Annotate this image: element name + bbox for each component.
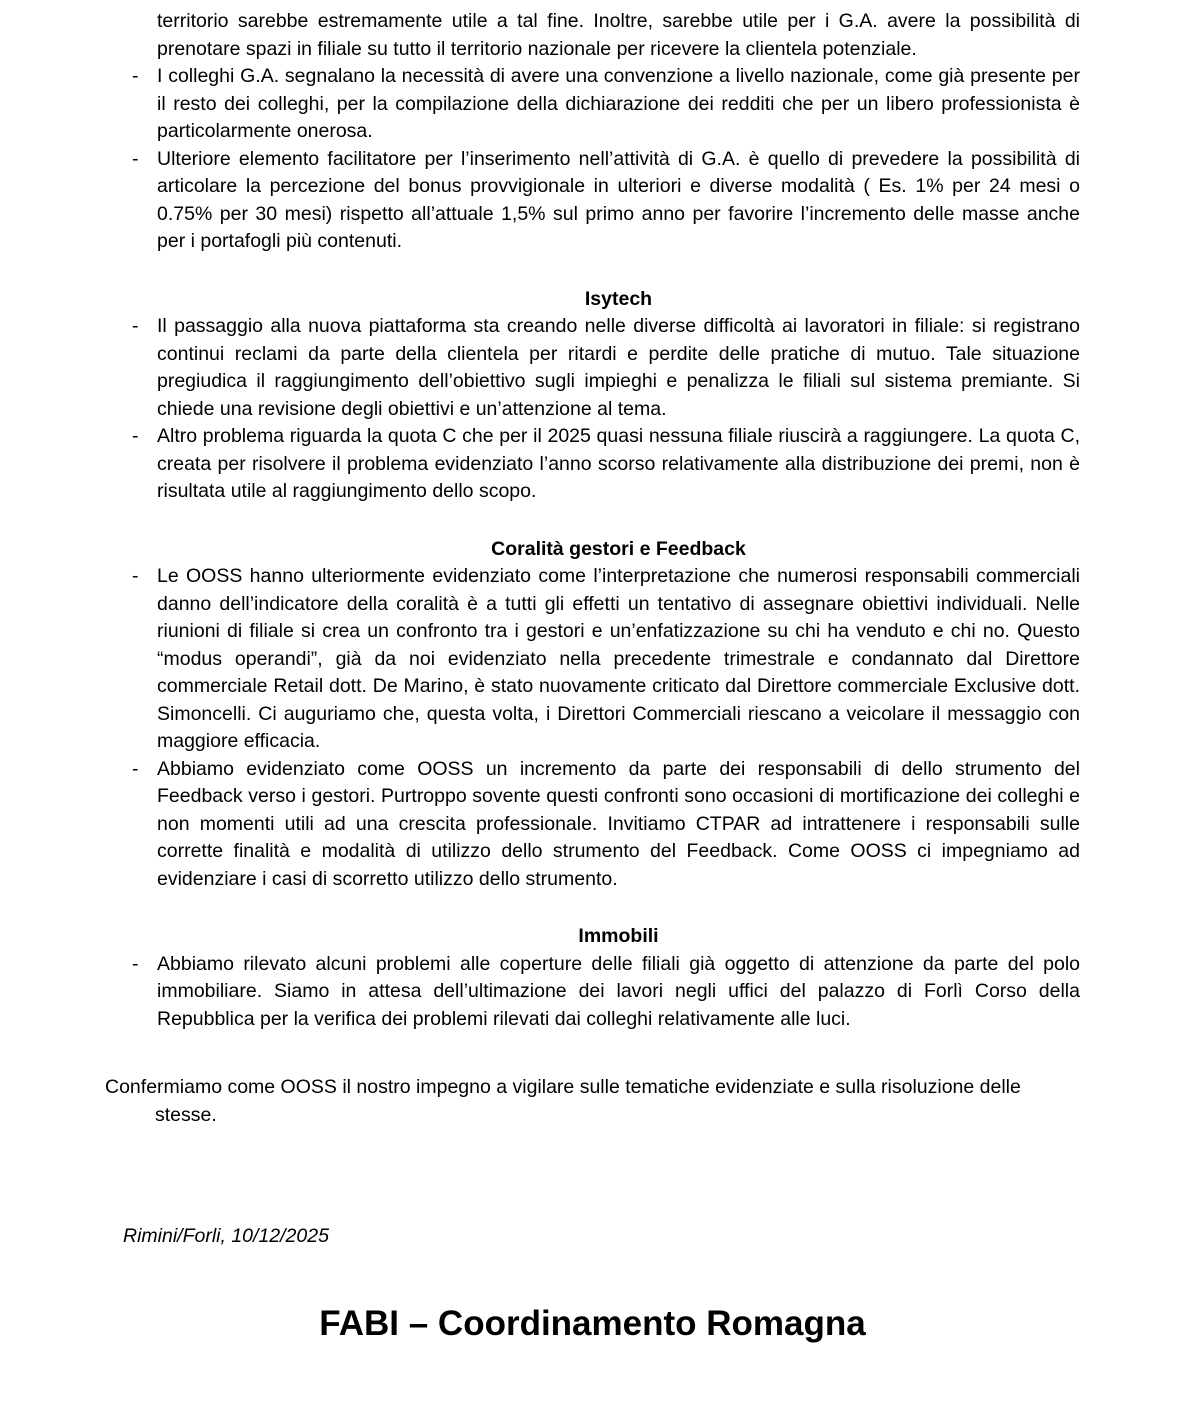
bullet-text: Abbiamo evidenziato come OOSS un incremento da parte dei responsabili di dello strumento del Feedback verso i gestori. Purtroppo sovente questi confronti sono occasioni di mortificazione dei colleghi e non momenti utili ad una crescita professionale. Invitiamo CTPAR ad intrattenere i responsabili sulle corrette finalità e modalità di utilizzo dello strumento del Feedback. Come OOSS ci impegniamo ad evidenziare i casi di scorretto utilizzo dello strumento. xyxy=(157,757,1080,890)
bullet-marker: - xyxy=(132,952,139,975)
bullet-item xyxy=(132,951,1080,1034)
bullet-marker: - xyxy=(132,757,139,780)
bullet-item xyxy=(132,423,1080,506)
bullet-text: Il passaggio alla nuova piattaforma sta creando nelle diverse difficoltà ai lavoratori in filiale: si registrano continui reclami da parte della clientela per ritardi e perdite delle pratiche di mutuo. Tale situazione pregiudica il raggiungimento dell’obiettivo sugli impieghi e penalizza le filiali sul sistema premiante. Si chiede una revisione degli obiettivi e un’attenzione al tema. xyxy=(157,315,1080,420)
bullet-marker: - xyxy=(132,315,139,337)
section-heading-coralita: Coralità gestori e Feedback xyxy=(491,537,746,560)
bullet-item xyxy=(132,63,1080,146)
dateline: Rimini/Forli, 10/12/2025 xyxy=(123,1225,329,1247)
bullet-text: Le OOSS hanno ulteriormente evidenziato come l’interpretazione che numerosi responsabili commerciali danno dell’indicatore della coralità è a tutti gli effetti un tentativo di assegnare obiettivi individuali. Nelle riunioni di filiale si crea un confronto tra i gestori e un’enfatizzazione su chi ha venduto e chi no. Questo “modus operandi”, già da noi evidenziato nella precedente trimestrale e condannato dal Direttore commerciale Retail dott. De Marino, è stato nuovamente criticato dal Direttore commerciale Exclusive dott. Simoncelli. Ci auguriamo che, questa volta, i Direttori Commerciali riescano a veicolare il messaggio con maggiore efficacia. xyxy=(157,565,1080,752)
bullet-marker: - xyxy=(132,565,139,587)
paragraph-continuation: territorio sarebbe estremamente utile a tal fine. Inoltre, sarebbe utile per i G.A. avere la possibilità di prenotare spazi in filiale su tutto il territorio nazionale per ricevere la clientela potenziale. xyxy=(157,10,1080,60)
signature-title: FABI – Coordinamento Romagna xyxy=(319,1303,866,1343)
section-heading-immobili: Immobili xyxy=(578,925,659,947)
document-body xyxy=(105,8,1080,1033)
bullet-item xyxy=(132,563,1080,756)
bullet-text: I colleghi G.A. segnalano la necessità di avere una convenzione a livello nazionale, come già presente per il resto dei colleghi, per la compilazione della dichiarazione dei redditi che per un libero professionista è particolarmente onerosa. xyxy=(157,65,1080,142)
bullet-marker: - xyxy=(132,147,139,170)
bullet-item xyxy=(132,313,1080,423)
bullet-item xyxy=(132,146,1080,256)
section-heading-isytech: Isytech xyxy=(584,287,653,310)
bullet-text: Abbiamo rilevato alcuni problemi alle coperture delle filiali già oggetto di attenzione da parte del polo immobiliare. Siamo in attesa dell’ultimazione dei lavori negli uffici del palazzo di Forlì Corso della Repubblica per la verifica dei problemi rilevati dai colleghi relativamente alle luci. xyxy=(157,952,1080,1030)
bullet-marker: - xyxy=(132,425,139,447)
bullet-text: Altro problema riguarda la quota C che per il 2025 quasi nessuna filiale riuscirà a raggiungere. La quota C, creata per risolvere il problema evidenziato l’anno scorso relativamente alla distribuzione dei premi, non è risultata utile al raggiungimento dello scopo. xyxy=(157,425,1080,502)
bullet-marker: - xyxy=(132,65,139,87)
bullet-item xyxy=(132,756,1080,894)
bullet-text: Ulteriore elemento facilitatore per l’inserimento nell’attività di G.A. è quello di prevedere la possibilità di articolare la percezione del bonus provvigionale in ulteriori e diverse modalità ( Es. 1% per 24 mesi o 0.75% per 30 mesi) rispetto all’attuale 1,5% sul primo anno per favorire l’incremento delle masse anche per i portafogli più contenuti. xyxy=(157,147,1080,252)
closing-paragraph: Confermiamo come OOSS il nostro impegno a vigilare sulle tematiche evidenziate e sulla risoluzione delle stesse. xyxy=(105,1076,1021,1126)
